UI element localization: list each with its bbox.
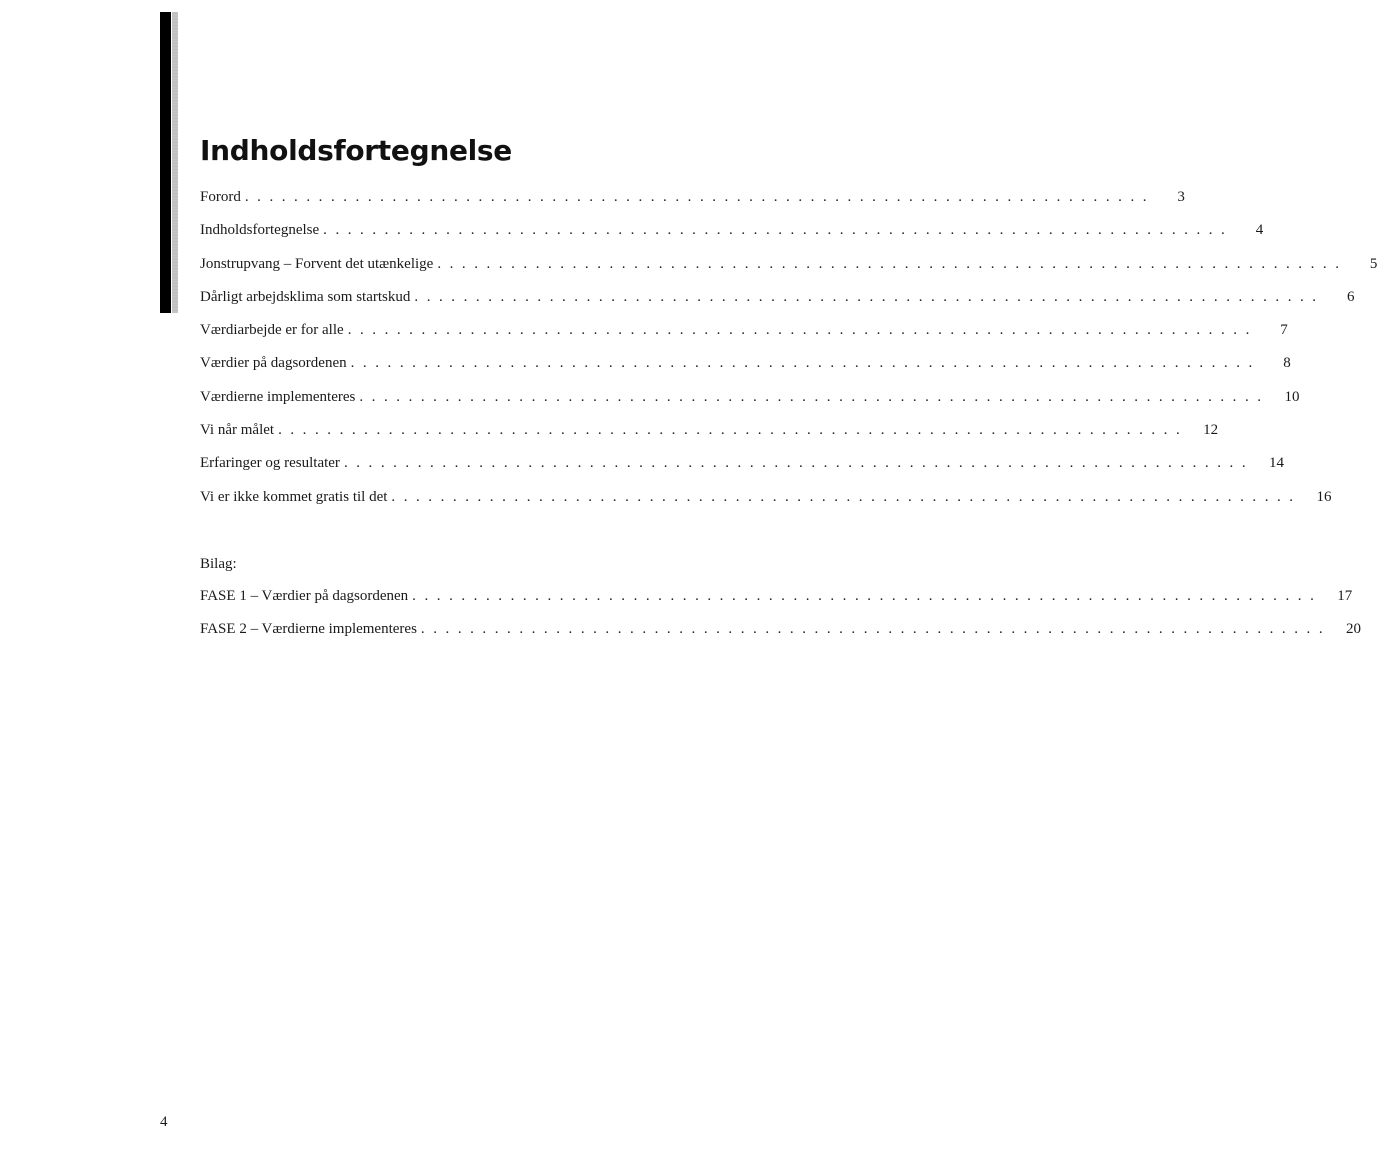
toc-entry-page: 5	[1369, 255, 1377, 272]
toc-entry-page: 6	[1346, 288, 1355, 305]
dot-leader: . . . . . . . . . . . . . . . . . . . . . . . . . . . . . . . . . . . . . . . . . . . . . . . . . . . . . . . . . . . . . . . . . . . . . . . . . .	[343, 455, 1248, 472]
toc-entry[interactable]	[200, 255, 1377, 289]
dot-leader: . . . . . . . . . . . . . . . . . . . . . . . . . . . . . . . . . . . . . . . . . . . . . . . . . . . . . . . . . . . . . . . . . . . . . . . . . .	[412, 588, 1317, 604]
toc-entry-title: Dårligt arbejdsklima som startskud	[200, 288, 411, 305]
toc-entry-title: Værdierne implementeres	[200, 388, 356, 405]
dot-leader: . . . . . . . . . . . . . . . . . . . . . . . . . . . . . . . . . . . . . . . . . . . . . . . . . . . . . . . . . . . . . . . . . . . . . . . . . .	[359, 388, 1264, 405]
dot-leader: . . . . . . . . . . . . . . . . . . . . . . . . . . . . . . . . . . . . . . . . . . . . . . . . . . . . . . . . . . . . . . . . . . . . . . . . . .	[244, 189, 1149, 205]
dot-leader: . . . . . . . . . . . . . . . . . . . . . . . . . . . . . . . . . . . . . . . . . . . . . . . . . . . . . . . . . . . . . . . . . . . . . . . . . .	[347, 322, 1252, 339]
appendix-list	[200, 588, 1361, 655]
toc-entry[interactable]	[200, 189, 1185, 222]
toc-entry-page: 4	[1255, 222, 1264, 239]
appendix-entry[interactable]	[200, 621, 1361, 654]
appendix-entry-page: 17	[1337, 588, 1353, 604]
appendix-entry-page: 20	[1345, 621, 1361, 638]
appendix-label: Bilag:	[200, 556, 237, 572]
toc-entry[interactable]	[200, 388, 1300, 422]
toc-entry-page: 3	[1177, 189, 1185, 205]
margin-black-bar	[160, 12, 171, 313]
toc-entry-title: Vi når målet	[200, 422, 275, 439]
table-of-contents	[200, 189, 1377, 522]
toc-entry-title: Jonstrupvang – Forvent det utænkelige	[200, 255, 434, 272]
dot-leader: . . . . . . . . . . . . . . . . . . . . . . . . . . . . . . . . . . . . . . . . . . . . . . . . . . . . . . . . . . . . . . . . . . . . . . . . . .	[323, 222, 1228, 239]
dot-leader: . . . . . . . . . . . . . . . . . . . . . . . . . . . . . . . . . . . . . . . . . . . . . . . . . . . . . . . . . . . . . . . . . . . . . . . . . .	[278, 422, 1183, 439]
toc-entry[interactable]	[200, 322, 1288, 355]
toc-entry-page: 8	[1283, 355, 1291, 372]
toc-entry[interactable]	[200, 222, 1264, 255]
toc-entry-page: 16	[1316, 488, 1332, 505]
page-title: Indholdsfortegnelse	[200, 134, 512, 167]
appendix-entry[interactable]	[200, 588, 1353, 621]
toc-entry[interactable]	[200, 422, 1219, 455]
toc-entry-page: 7	[1280, 322, 1288, 339]
appendix-entry-title: FASE 1 – Værdier på dagsordenen	[200, 588, 409, 604]
toc-entry-title: Erfaringer og resultater	[200, 455, 340, 472]
dot-leader: . . . . . . . . . . . . . . . . . . . . . . . . . . . . . . . . . . . . . . . . . . . . . . . . . . . . . . . . . . . . . . . . . . . . . . . . . .	[437, 255, 1342, 272]
dot-leader: . . . . . . . . . . . . . . . . . . . . . . . . . . . . . . . . . . . . . . . . . . . . . . . . . . . . . . . . . . . . . . . . . . . . . . . . . .	[420, 621, 1325, 638]
toc-entry[interactable]	[200, 288, 1355, 322]
toc-entry-page: 10	[1284, 388, 1300, 405]
toc-entry-title: Værdiarbejde er for alle	[200, 322, 344, 339]
appendix-entry-title: FASE 2 – Værdierne implementeres	[200, 621, 417, 638]
dot-leader: . . . . . . . . . . . . . . . . . . . . . . . . . . . . . . . . . . . . . . . . . . . . . . . . . . . . . . . . . . . . . . . . . . . . . . . . . .	[350, 355, 1255, 372]
toc-entry-title: Værdier på dagsordenen	[200, 355, 347, 372]
toc-entry[interactable]	[200, 455, 1284, 488]
dot-leader: . . . . . . . . . . . . . . . . . . . . . . . . . . . . . . . . . . . . . . . . . . . . . . . . . . . . . . . . . . . . . . . . . . . . . . . . . .	[414, 288, 1319, 305]
toc-entry-title: Forord	[200, 189, 241, 205]
dot-leader: . . . . . . . . . . . . . . . . . . . . . . . . . . . . . . . . . . . . . . . . . . . . . . . . . . . . . . . . . . . . . . . . . . . . . . . . . .	[391, 488, 1296, 505]
toc-entry-title: Indholdsfortegnelse	[200, 222, 320, 239]
toc-entry[interactable]	[200, 488, 1332, 522]
page-number: 4	[160, 1114, 168, 1130]
toc-entry-title: Vi er ikke kommet gratis til det	[200, 488, 388, 505]
toc-entry-page: 12	[1203, 422, 1219, 439]
toc-entry-page: 14	[1269, 455, 1284, 472]
margin-texture-bar	[172, 12, 178, 313]
toc-entry[interactable]	[200, 355, 1291, 388]
